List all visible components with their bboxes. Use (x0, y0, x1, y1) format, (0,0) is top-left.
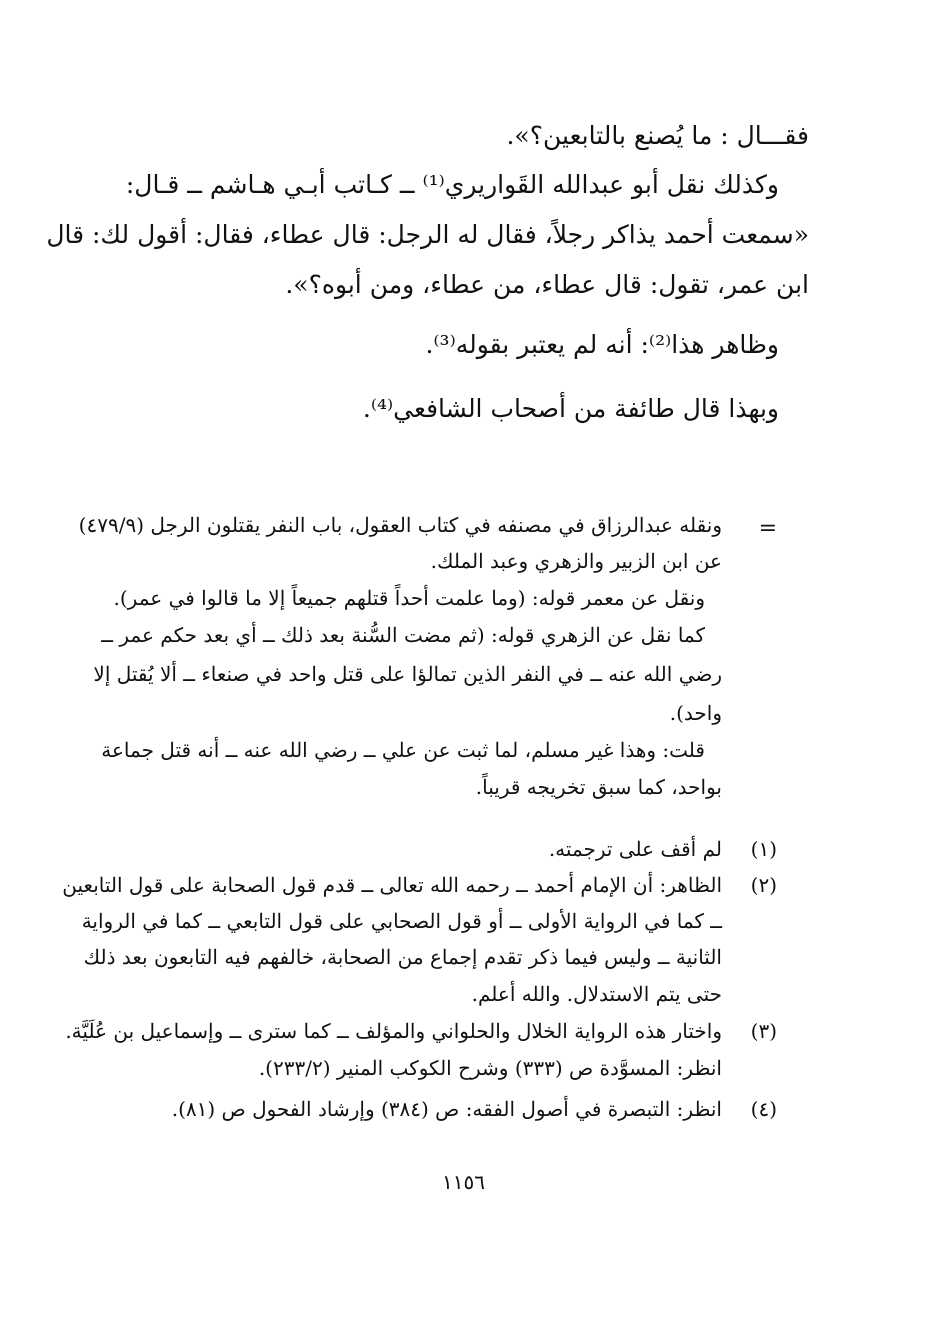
continued-note-line-4: كما نقل عن الزهري قوله: (ثم مضت السُّنة بعد ذلك ــ أي بعد حكم عمر ــ (101, 623, 705, 647)
continued-note-line-5: رضي الله عنه ــ في النفر الذين تمالؤا على قتل واحد في صنعاء ــ ألا يُقتل إلا (93, 662, 722, 686)
footnote-2-line-2: ــ كما في الرواية الأولى ــ أو قول الصحابي على قول التابعي ــ كما في الرواية (81, 909, 722, 933)
footnote-number-3: (٣) (750, 1019, 777, 1043)
footnote-2-line-1: الظاهر: أن الإمام أحمد ــ رحمه الله تعالى ــ قدم قول الصحابة على قول التابعين (62, 873, 722, 897)
continued-note-line-1: ونقله عبدالرزاق في مصنفه في كتاب العقول، باب النفر يقتلون الرجل (٤٧٩/٩) (78, 513, 722, 537)
main-text-line-6: وبهذا قال طائفة من أصحاب الشافعي⁽⁴⁾. (362, 394, 779, 423)
main-text-line-1: فقـــال : ما يُصنع بالتابعين؟». (506, 121, 809, 150)
footnote-3-line-1: واختار هذه الرواية الخلال والحلواني والمؤلف ــ كما سترى ــ وإسماعيل بن عُلَيَّة. (65, 1019, 722, 1043)
footnote-number-4: (٤) (750, 1097, 777, 1121)
footnote-3-line-2: انظر: المسوَّدة ص (٣٣٣) وشرح الكوكب المنير (٢٣٣/٢). (258, 1056, 722, 1080)
footnote-number-2: (٢) (750, 873, 777, 897)
footnote-2-line-3: الثانية ــ وليس فيما ذكر تقدم إجماع من الصحابة، خالفهم فيه التابعون بعد ذلك (83, 945, 722, 969)
page-number: ١١٥٦ (442, 1170, 485, 1194)
footnote-4-line-1: انظر: التبصرة في أصول الفقه: ص (٣٨٤) وإرشاد الفحول ص (٨١). (171, 1097, 722, 1121)
footnote-2-line-4: حتى يتم الاستدلال. والله أعلم. (471, 982, 722, 1006)
continued-note-line-7: قلت: وهذا غير مسلم، لما ثبت عن علي ــ رضي الله عنه ــ أنه قتل جماعة (101, 738, 705, 762)
continued-note-line-6: واحد). (669, 701, 722, 725)
continued-note-line-2: عن ابن الزبير والزهري وعبد الملك. (430, 549, 722, 573)
main-text-line-5: وظاهر هذا⁽²⁾: أنه لم يعتبر بقوله⁽³⁾. (425, 330, 779, 359)
footnote-number-1: (١) (750, 837, 777, 861)
continued-note-line-3: ونقل عن معمر قوله: (وما علمت أحداً قتلهم جميعاً إلا ما قالوا في عمر). (113, 586, 705, 610)
footnote-1-line-1: لم أقف على ترجمته. (548, 837, 722, 861)
main-text-line-4: ابن عمر، تقول: قال عطاء، من عطاء، ومن أبوه؟». (285, 270, 809, 299)
main-text-line-3: «سمعت أحمد يذاكر رجلاً، فقال له الرجل: قال عطاء، فقال: أقول لك: قال (46, 220, 809, 249)
main-text-line-2: وكذلك نقل أبو عبدالله القَواريري⁽¹⁾ ــ كـاتب أبـي هـاشم ــ قـال: (125, 170, 779, 199)
continued-note-line-8: بواحد، كما سبق تخريجه قريباً. (475, 775, 722, 799)
continuation-sign: = (758, 516, 777, 541)
